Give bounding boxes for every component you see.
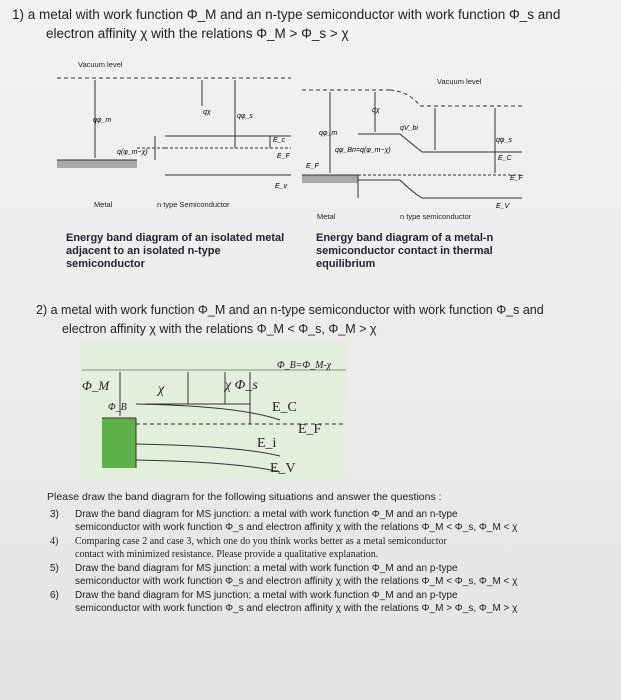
instructions-text: Please draw the band diagram for the following situations and answer the questions : — [47, 491, 442, 503]
svg-text:E_F: E_F — [306, 163, 319, 170]
figure-1-contact-diagram — [300, 80, 525, 215]
ntype-label-left: n type Semiconductor — [157, 200, 230, 209]
question-5-line2: semiconductor with work function Φ_s and electron affinity χ with the relations Φ_M < Φ_s, Φ_M < χ — [75, 575, 518, 587]
question-2-line2: electron affinity χ with the relations Φ_M < Φ_s, Φ_M > χ — [62, 322, 377, 336]
question-6 — [50, 590, 610, 615]
question-6-line2: semiconductor with work function Φ_s and electron affinity χ with the relations Φ_M > Φ_s, Φ_M > χ — [75, 602, 518, 614]
fig2-chi-phi-label: χ Φ_s — [225, 378, 258, 393]
fig2-chi-label: χ — [158, 382, 165, 397]
question-1-line2: electron affinity χ with the relations Φ_M > Φ_s > χ — [46, 26, 349, 41]
svg-text:qχ: qχ — [203, 109, 211, 116]
svg-text:qφ_s: qφ_s — [496, 137, 512, 144]
question-2-line1: 2) a metal with work function Φ_M and an n-type semiconductor with work function Φ_s and — [36, 303, 544, 317]
fig2-formula: Φ_B=Φ_M-χ — [277, 360, 332, 371]
svg-text:qφ_m: qφ_m — [319, 130, 338, 137]
question-5 — [50, 563, 610, 588]
svg-text:qχ: qχ — [372, 107, 380, 114]
fig2-ev-label: E_V — [270, 461, 296, 476]
vacuum-level-label-left: Vacuum level — [78, 60, 123, 69]
question-3 — [50, 509, 610, 534]
fig2-phi-b-label: Φ_B — [108, 402, 127, 413]
caption-contact: Energy band diagram of a metal-n semiconductor contact in thermal equilibrium — [316, 232, 494, 270]
question-4-line1: Comparing case 2 and case 3, which one do you think works better as a metal semiconductor — [75, 536, 447, 547]
svg-text:E_v: E_v — [275, 183, 288, 190]
question-4 — [50, 536, 610, 561]
svg-text:q(φ_m−χ): q(φ_m−χ) — [117, 149, 148, 156]
question-6-number: 6) — [50, 590, 59, 601]
svg-text:E_V: E_V — [496, 203, 510, 210]
svg-text:E_F: E_F — [277, 153, 290, 160]
ntype-label-right: n type semiconductor — [400, 212, 472, 221]
svg-text:qφ_s: qφ_s — [237, 113, 253, 120]
question-5-line1: Draw the band diagram for MS junction: a metal with work function Φ_M and an p-type — [75, 563, 458, 574]
question-3-number: 3) — [50, 509, 59, 520]
fig2-ef-label: E_F — [298, 422, 322, 437]
caption-isolated: Energy band diagram of an isolated metal adjacent to an isolated n-type semiconductor — [66, 232, 285, 270]
vacuum-level-label-right: Vacuum level — [437, 77, 482, 86]
svg-text:qφ_Bn=q(φ_m−χ): qφ_Bn=q(φ_m−χ) — [335, 147, 391, 154]
svg-text:qV_bi: qV_bi — [400, 125, 418, 132]
svg-text:E_C: E_C — [498, 155, 512, 162]
svg-text:qφ_m: qφ_m — [93, 117, 112, 124]
metal-label-left: Metal — [94, 200, 113, 209]
question-4-number: 4) — [50, 536, 59, 547]
question-5-number: 5) — [50, 563, 59, 574]
fig2-ei-label: E_i — [257, 436, 277, 451]
svg-text:E_c: E_c — [273, 137, 286, 144]
fig2-ec-label: E_C — [272, 400, 297, 415]
fig2-phi-m-label: Φ_M — [82, 378, 110, 393]
svg-text:E_F: E_F — [510, 175, 523, 182]
question-4-line2: contact with minimized resistance. Please provide a qualitative explanation. — [75, 548, 379, 560]
metal-label-right: Metal — [317, 212, 336, 221]
question-3-line1: Draw the band diagram for MS junction: a metal with work function Φ_M and an n-type — [75, 509, 458, 520]
question-6-line1: Draw the band diagram for MS junction: a metal with work function Φ_M and an p-type — [75, 590, 458, 601]
question-3-line2: semiconductor with work function Φ_s and electron affinity χ with the relations Φ_M < Φ_s, Φ_M < χ — [75, 521, 518, 533]
question-1-line1: 1) a metal with work function Φ_M and an n-type semiconductor with work function Φ_s and — [12, 7, 561, 22]
question-list — [50, 509, 610, 615]
figure-1-isolated-diagram — [55, 62, 295, 222]
